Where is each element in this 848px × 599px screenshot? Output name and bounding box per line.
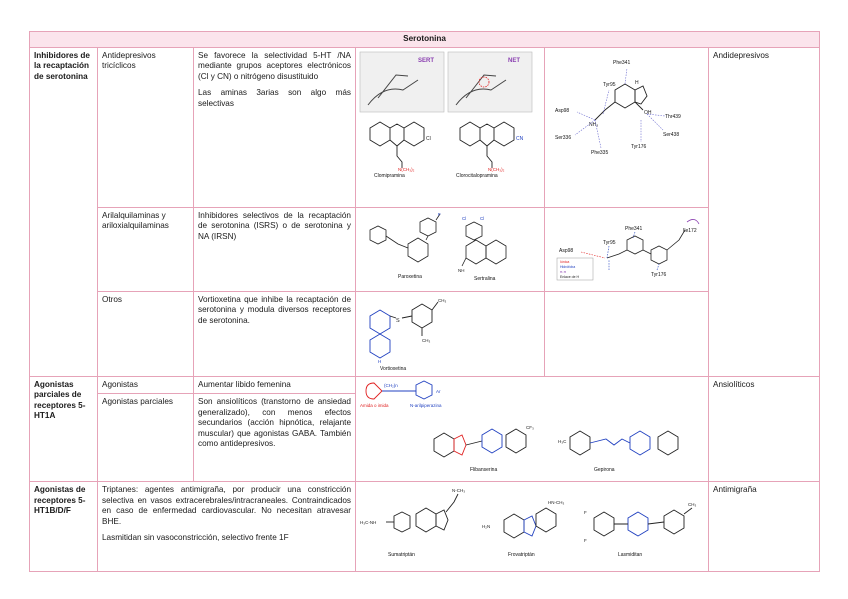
pharmacophore-label: N-arilpiperazina xyxy=(410,402,442,408)
residue-label: Tyr176 xyxy=(631,143,647,150)
residue-label: Tyr95 xyxy=(603,239,616,246)
legend-item: Hidrófoba xyxy=(560,264,576,269)
description-cell xyxy=(194,394,356,482)
vortioxetine-structure xyxy=(358,294,538,372)
legend-item: Iónica xyxy=(560,259,570,264)
compound-label: Flibanserina xyxy=(470,466,498,473)
svg-text:(CH₂)n: (CH₂)n xyxy=(384,382,398,388)
residue-label: Asp98 xyxy=(555,107,570,114)
description-cell xyxy=(98,482,356,572)
subtype-cell: Arilalquilaminas y ariloxialquilaminas xyxy=(98,207,194,291)
compound-label: Vortioxetina xyxy=(380,365,407,372)
compound-label: Clomipramina xyxy=(374,172,405,178)
sert-label: SERT xyxy=(418,57,435,64)
svg-text:Cl: Cl xyxy=(426,135,431,142)
svg-text:Ar: Ar xyxy=(436,388,441,394)
description-text: Inhibidores selectivos de la recaptación de serotonina (ISRS) o de serotonina y NA (IRSN) xyxy=(198,210,351,241)
compound-label: Paroxetina xyxy=(398,273,422,280)
legend-item: π-π xyxy=(560,269,566,274)
description-cell xyxy=(194,291,356,376)
description-text: Son ansiolíticos (transtorno de ansiedad generalizado), con menos efectos secundarios (acción hipnótica, relajante muscular) que agonistas GABA. También como antidepresivos. xyxy=(198,397,351,448)
group-name: Agonistas parciales de receptores 5-HT1A xyxy=(30,376,98,482)
legend-item: Enlace de H xyxy=(560,274,580,279)
svg-text:H₃C-NH: H₃C-NH xyxy=(360,520,377,525)
sert-binding-site xyxy=(547,50,705,178)
description-text: Lasmitidan sin vasoconstricción, selectivo frente 1F xyxy=(102,533,289,542)
residue-label: Phe341 xyxy=(625,225,643,232)
subtype-cell: Agonistas xyxy=(98,376,194,394)
receptor-image-cell xyxy=(545,207,709,291)
residue-label: Tyr95 xyxy=(603,81,616,88)
residue-label: Asp98 xyxy=(559,247,574,254)
residue-label: Phe335 xyxy=(591,149,609,156)
svg-text:NH₃: NH₃ xyxy=(589,121,599,128)
svg-text:H: H xyxy=(635,79,639,86)
subtype-cell: Agonistas parciales xyxy=(98,394,194,482)
effect-cell: Ansiolíticos xyxy=(709,376,820,482)
effect-cell: Antimigraña xyxy=(709,482,820,572)
triptan-structures xyxy=(358,484,706,564)
residue-label: Ser336 xyxy=(555,134,572,141)
svg-text:CH₃: CH₃ xyxy=(422,337,431,343)
svg-text:HN-CH₃: HN-CH₃ xyxy=(548,500,565,505)
residue-label: Tyr176 xyxy=(651,271,667,278)
svg-text:Cl: Cl xyxy=(480,215,485,221)
description-text: Las aminas 3arias son algo más selectivas xyxy=(198,88,351,108)
subtype-cell: Otros xyxy=(98,291,194,376)
svg-text:S: S xyxy=(396,317,400,324)
description-cell xyxy=(194,207,356,291)
5ht1a-structures xyxy=(358,379,706,479)
structure-image-cell xyxy=(356,376,709,482)
effect-cell: Andidepresivos xyxy=(709,47,820,376)
compound-label: Sertralina xyxy=(474,275,496,282)
empty-cell xyxy=(545,291,709,376)
structure-image-cell xyxy=(356,291,545,376)
svg-text:CN: CN xyxy=(516,135,524,142)
tricyclic-structures xyxy=(358,50,538,178)
ssri-structures xyxy=(358,210,538,286)
svg-text:CH₃: CH₃ xyxy=(438,297,447,303)
description-cell: Aumentar libido femenina xyxy=(194,376,356,394)
compound-label: Frovatriptán xyxy=(508,552,535,558)
structure-image-cell xyxy=(356,482,709,572)
description-text: Vortioxetina que inhibe la recaptación de serotonina y modula diversos receptores de serotonina. xyxy=(198,294,351,325)
svg-text:NH: NH xyxy=(458,267,465,273)
svg-text:F: F xyxy=(438,211,441,217)
ssri-binding-site xyxy=(547,210,705,286)
svg-text:H₂N: H₂N xyxy=(482,524,491,529)
svg-text:F: F xyxy=(584,510,587,515)
compound-label: Lasmiditan xyxy=(618,552,643,558)
description-cell xyxy=(194,47,356,207)
svg-text:F: F xyxy=(584,538,587,543)
svg-text:N-CH₃: N-CH₃ xyxy=(452,488,466,493)
compound-label: Clorocitalopramina xyxy=(456,172,498,178)
description-text: Triptanes: agentes antimigraña, por producir una constricción selectiva en vasos extracerebrales/intracraneales. Contraindicados en caso de enfermedad cardiovascular. No necesitan atravesar BHE. xyxy=(102,485,351,526)
svg-text:H: H xyxy=(378,358,382,364)
pharmacophore-label: Amida o imida xyxy=(360,402,389,408)
structure-image-cell xyxy=(356,207,545,291)
compound-label: Gepirona xyxy=(594,466,615,473)
description-text: Se favorece la selectividad 5-HT /NA mediante grupos aceptores electrónicos (Cl y CN) o nitrógeno disustituido xyxy=(198,50,351,81)
svg-text:CF₃: CF₃ xyxy=(526,424,534,430)
svg-text:N(CH₃)₂: N(CH₃)₂ xyxy=(488,166,505,172)
svg-text:CH₃: CH₃ xyxy=(688,502,697,507)
group-name: Agonistas de receptores 5-HT1B/D/F xyxy=(30,482,98,572)
svg-text:H₃C: H₃C xyxy=(558,438,567,444)
compound-label: Sumatriptán xyxy=(388,552,415,558)
svg-text:N(CH₃)₂: N(CH₃)₂ xyxy=(398,166,415,172)
table-title: Serotonina xyxy=(30,32,820,48)
serotonin-table xyxy=(29,31,820,572)
residue-label: Ser438 xyxy=(663,131,680,138)
residue-label: Thr439 xyxy=(665,113,681,120)
structure-image-cell xyxy=(356,47,545,207)
svg-text:Cl: Cl xyxy=(462,215,467,221)
group-name: Inhibidores de la recaptación de serotonina xyxy=(30,47,98,376)
subtype-cell: Antidepresivos tricíclicos xyxy=(98,47,194,207)
svg-text:OH: OH xyxy=(644,109,652,116)
net-label: NET xyxy=(508,57,520,64)
residue-label: Phe341 xyxy=(613,59,631,66)
receptor-image-cell xyxy=(545,47,709,207)
residue-label: Ile172 xyxy=(683,227,697,234)
